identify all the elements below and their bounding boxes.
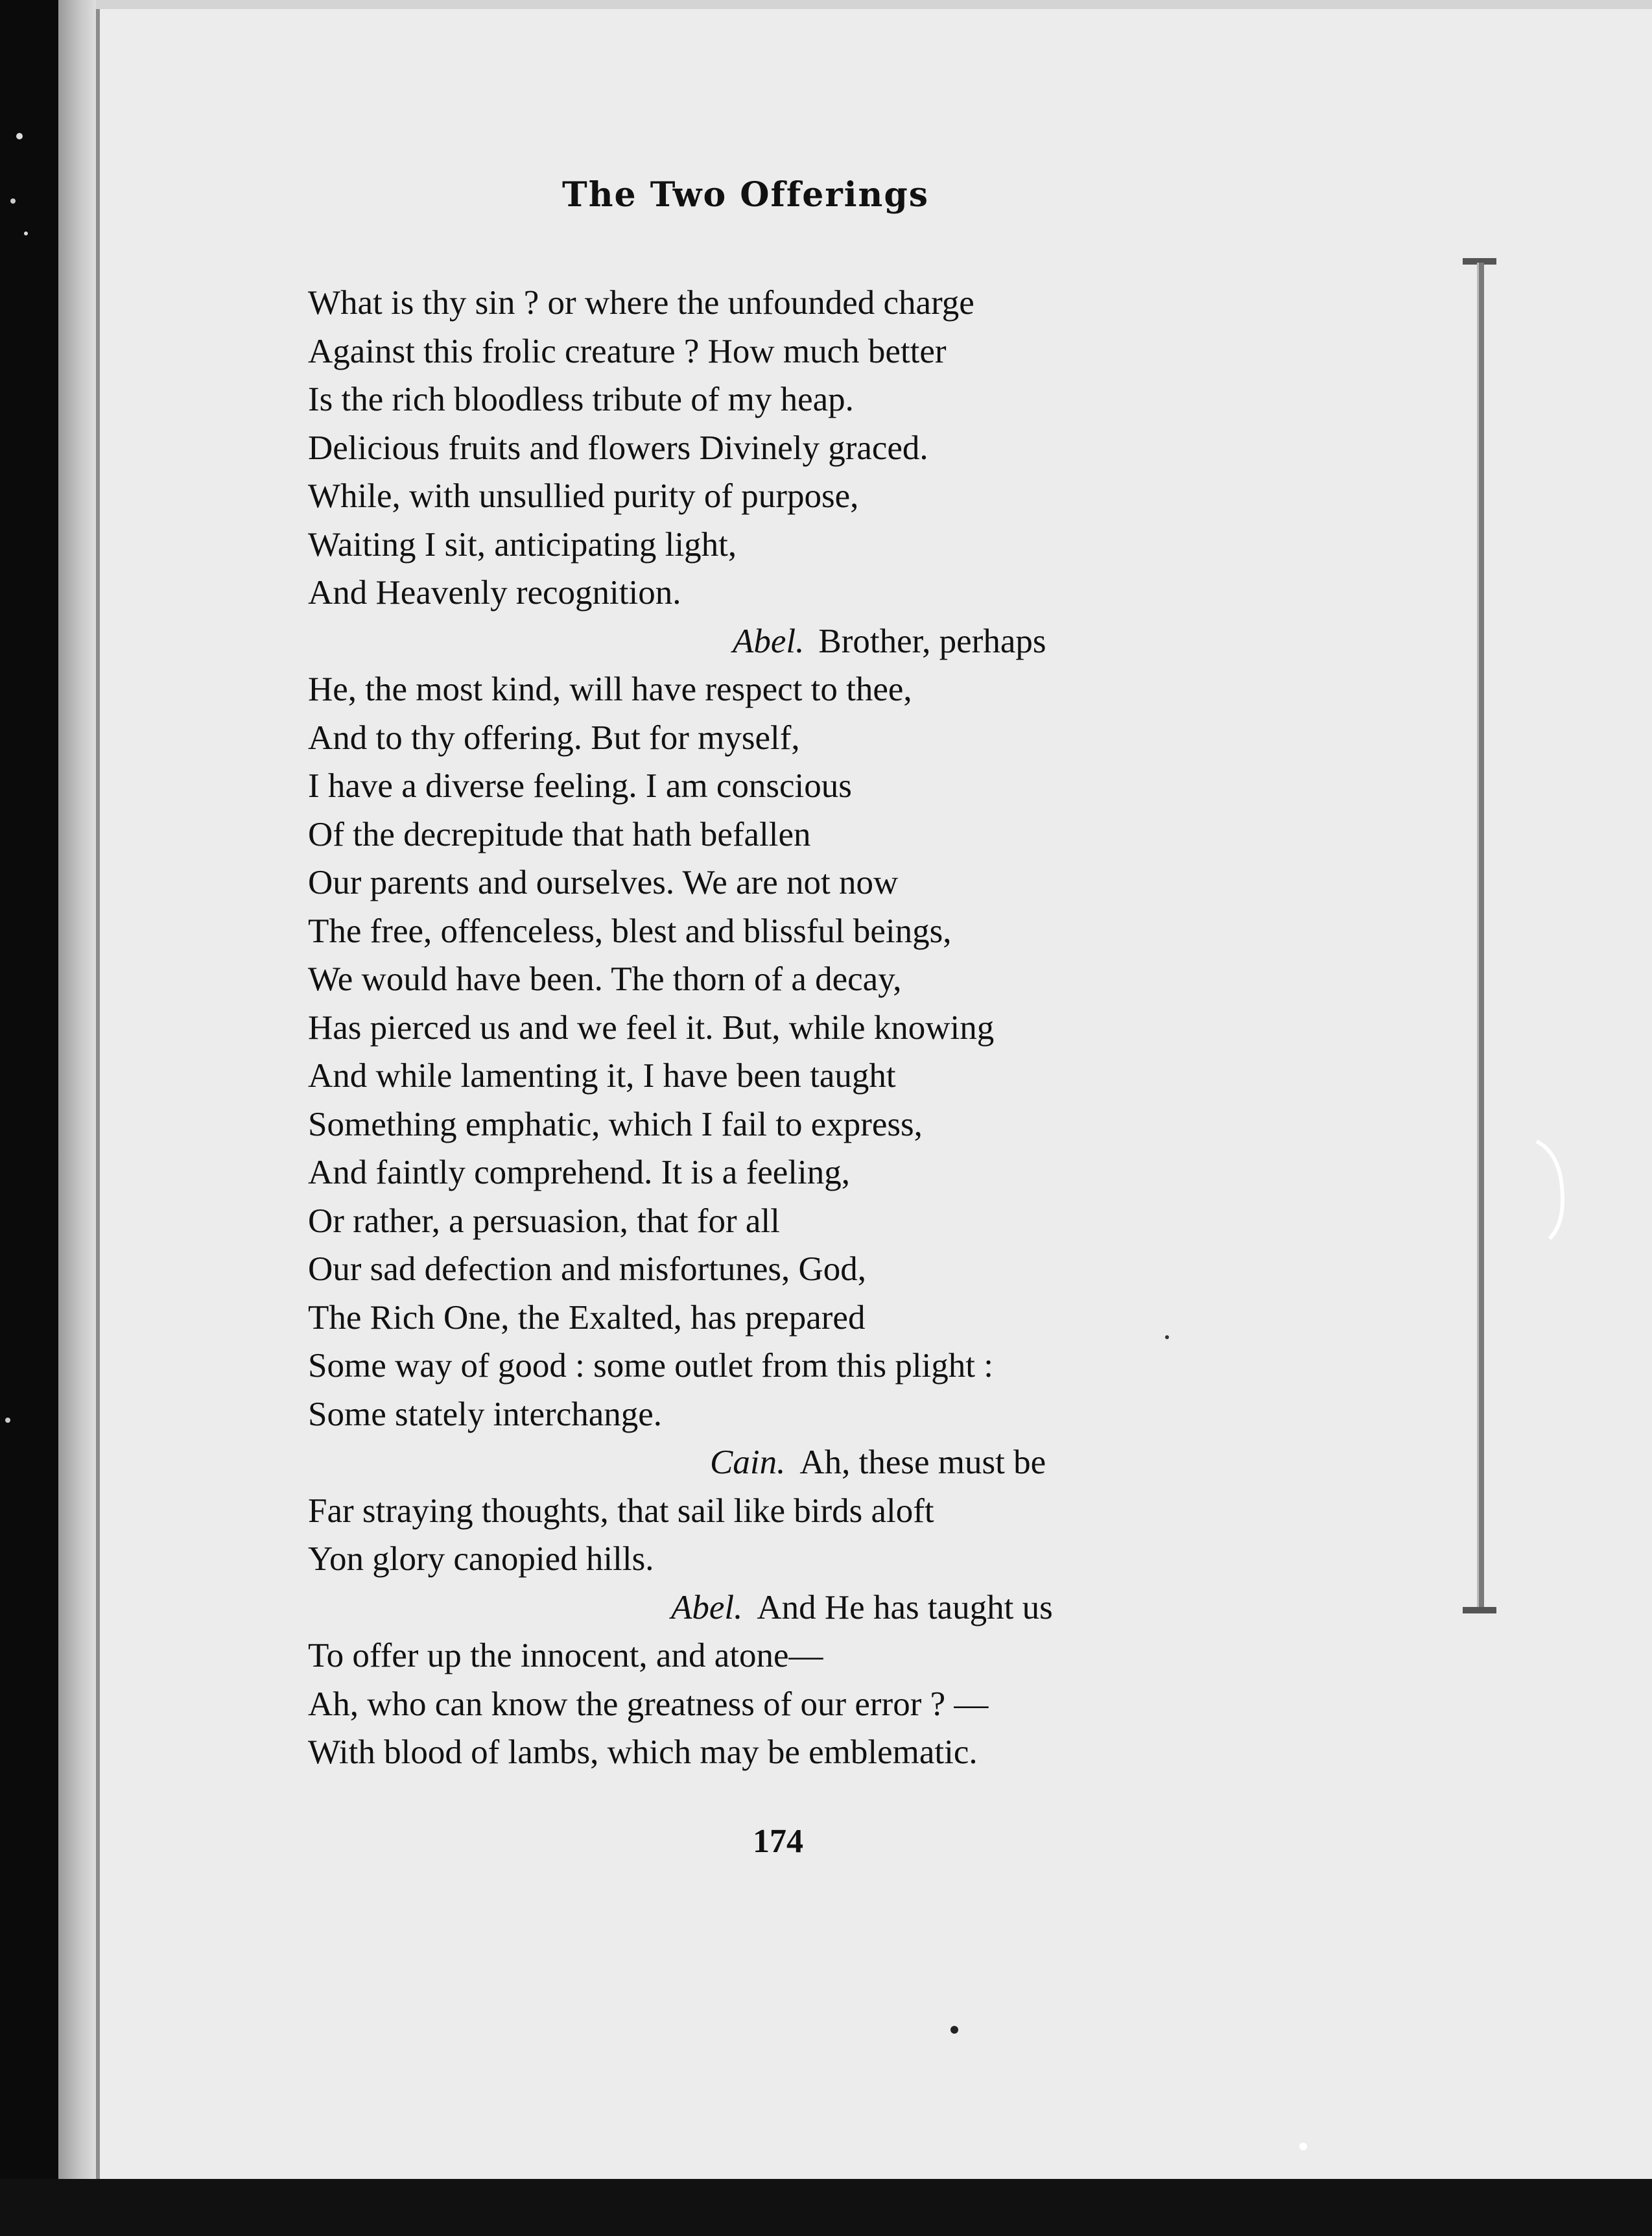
line-text: We would have been. The thorn of a decay, xyxy=(308,960,902,998)
line-text: I have a diverse feeling. I am conscious xyxy=(308,767,852,805)
line-text: He, the most kind, will have respect to thee, xyxy=(308,671,912,708)
speaker-name: Cain. xyxy=(710,1444,786,1481)
line-text: Has pierced us and we feel it. But, while knowing xyxy=(308,1008,995,1047)
running-head: The Two Offerings xyxy=(562,175,929,215)
line-text: Some stately interchange. xyxy=(308,1395,663,1433)
line-text: Our sad defection and misfortunes, God, xyxy=(308,1250,867,1288)
line-text: Ah, these must be xyxy=(799,1444,1046,1481)
speaker-name: Abel. xyxy=(671,1588,743,1626)
line-text: Ah, who can know the greatness of our error ? — xyxy=(308,1685,989,1723)
line-text: And Heavenly recognition. xyxy=(308,574,681,612)
line-text: Yon glory canopied hills. xyxy=(308,1540,654,1578)
line-text: Against this frolic creature ? How much better xyxy=(308,332,947,370)
line-text: Something emphatic, which I fail to express, xyxy=(308,1105,923,1143)
line-text: Brother, perhaps xyxy=(818,622,1046,660)
line-text: The free, offenceless, blest and blissful beings, xyxy=(308,912,952,950)
page-number: 174 xyxy=(753,1823,803,1860)
line-text: And while lamenting it, I have been taught xyxy=(308,1057,896,1095)
line-text: And to thy offering. But for myself, xyxy=(308,719,800,757)
line-text: Some way of good : some outlet from this plight : xyxy=(308,1347,993,1385)
line-text: What is thy sin ? or where the unfounded charge xyxy=(308,284,974,322)
line-text: And He has taught us xyxy=(757,1588,1053,1626)
line-text: Our parents and ourselves. We are not now xyxy=(308,864,899,901)
speaker-name: Abel. xyxy=(733,622,805,660)
line-text: The Rich One, the Exalted, has prepared xyxy=(308,1298,866,1337)
line-text: And faintly comprehend. It is a feeling, xyxy=(308,1154,850,1191)
line-text: To offer up the innocent, and atone— xyxy=(308,1637,823,1674)
line-text: Is the rich bloodless tribute of my heap. xyxy=(308,381,854,418)
line-text: Waiting I sit, anticipating light, xyxy=(308,525,737,564)
line-text: While, with unsullied purity of purpose, xyxy=(308,477,859,515)
line-text: Of the decrepitude that hath befallen xyxy=(308,815,811,853)
line-text: Delicious fruits and flowers Divinely graced. xyxy=(308,429,928,467)
line-text: With blood of lambs, which may be emblematic. xyxy=(308,1733,978,1771)
line-text: Far straying thoughts, that sail like birds aloft xyxy=(308,1492,934,1530)
line-text: Or rather, a persuasion, that for all xyxy=(308,1202,780,1240)
